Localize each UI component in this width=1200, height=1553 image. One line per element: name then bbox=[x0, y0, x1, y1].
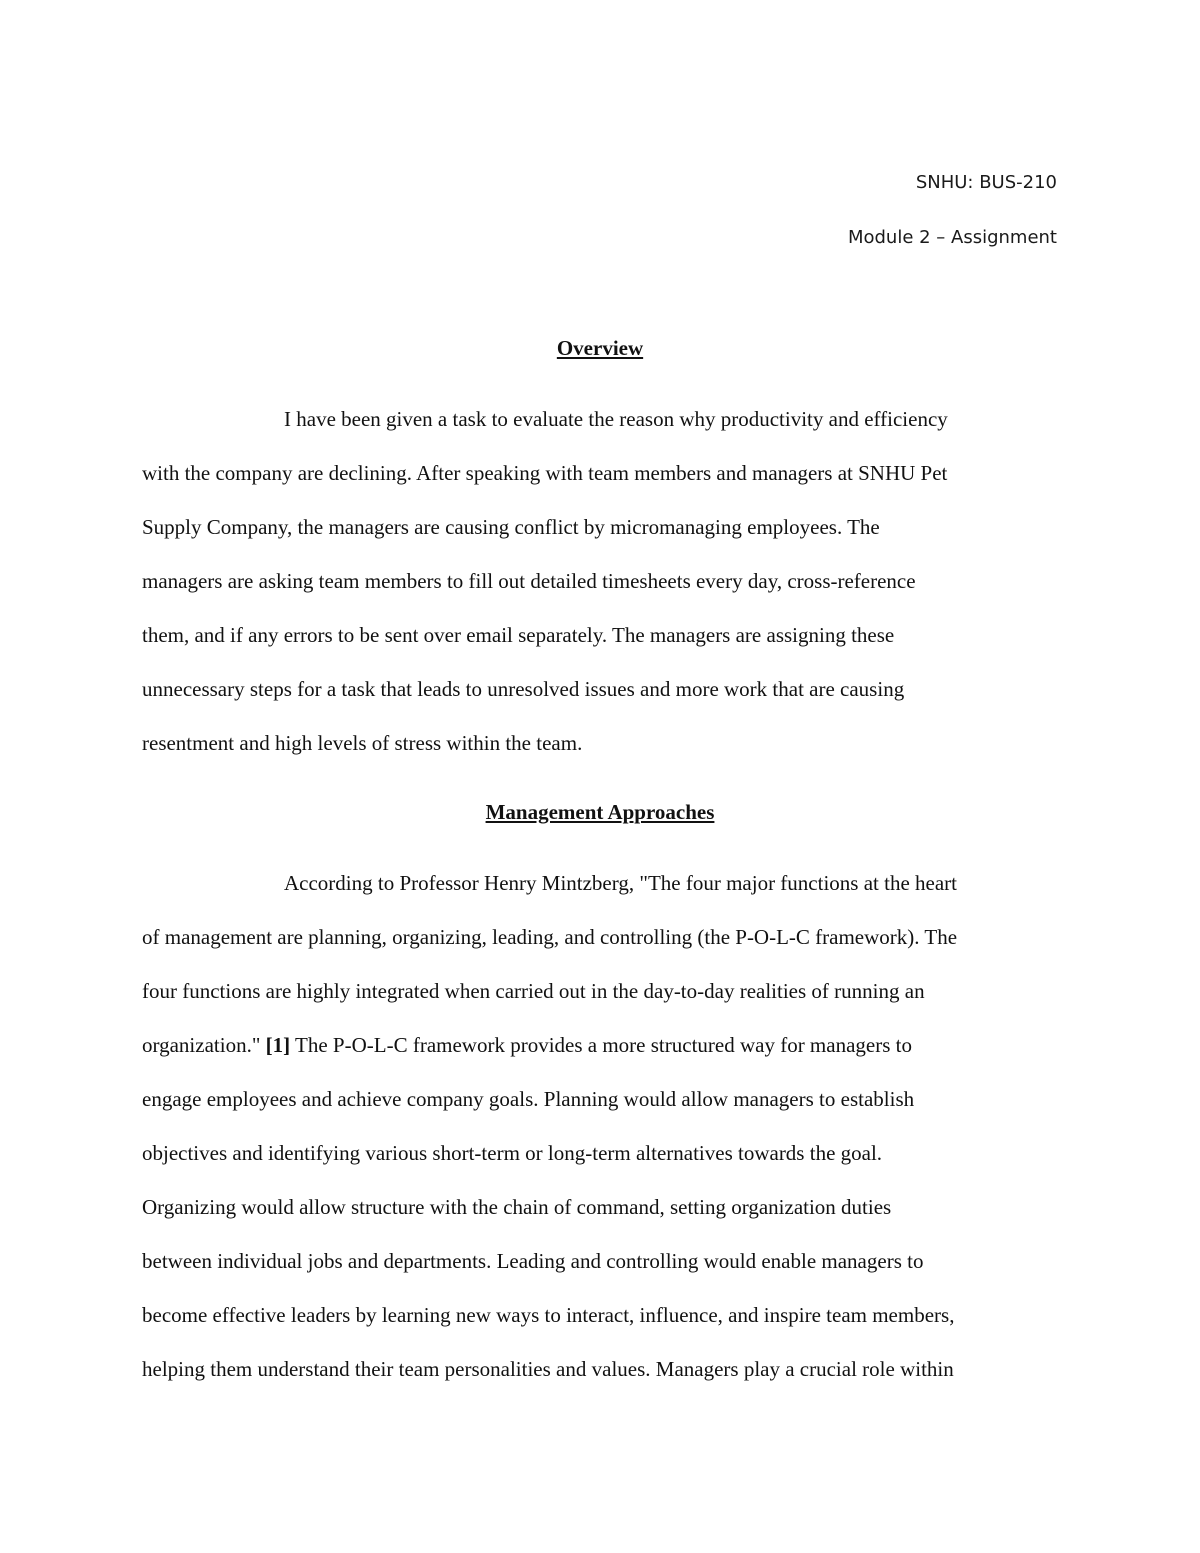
management-line-with-citation bbox=[142, 1033, 912, 1058]
overview-line: unnecessary steps for a task that leads to unresolved issues and more work that are causing bbox=[142, 677, 905, 701]
management-text: organization." bbox=[142, 1033, 266, 1057]
course-code: SNHU: BUS-210 bbox=[915, 172, 1057, 193]
management-line: between individual jobs and departments. Leading and controlling would enable managers to bbox=[142, 1249, 924, 1273]
management-line: Organizing would allow structure with the chain of command, setting organization duties bbox=[142, 1195, 892, 1219]
management-line: objectives and identifying various short-term or long-term alternatives towards the goal. bbox=[142, 1141, 883, 1165]
module-title: Module 2 – Assignment bbox=[847, 227, 1057, 248]
management-line: become effective leaders by learning new ways to interact, influence, and inspire team members, bbox=[142, 1303, 955, 1327]
management-line: helping them understand their team personalities and values. Managers play a crucial role within bbox=[142, 1357, 954, 1381]
management-line: of management are planning, organizing, leading, and controlling (the P-O-L-C framework). The bbox=[142, 925, 958, 949]
overview-line: managers are asking team members to fill out detailed timesheets every day, cross-reference bbox=[142, 569, 916, 593]
overview-line: with the company are declining. After speaking with team members and managers at SNHU Pet bbox=[142, 461, 948, 485]
overview-line: Supply Company, the managers are causing conflict by micromanaging employees. The bbox=[142, 515, 880, 539]
management-line: four functions are highly integrated when carried out in the day-to-day realities of running an bbox=[142, 979, 925, 1003]
management-line: According to Professor Henry Mintzberg, "The four major functions at the heart bbox=[284, 871, 957, 895]
overview-line: resentment and high levels of stress within the team. bbox=[142, 731, 583, 755]
overview-line: I have been given a task to evaluate the reason why productivity and efficiency bbox=[284, 407, 948, 431]
management-heading: Management Approaches bbox=[485, 800, 715, 824]
management-text: The P-O-L-C framework provides a more structured way for managers to bbox=[290, 1033, 912, 1057]
citation-ref: [1] bbox=[265, 1033, 291, 1057]
management-line: engage employees and achieve company goals. Planning would allow managers to establish bbox=[142, 1087, 915, 1111]
overview-line: them, and if any errors to be sent over email separately. The managers are assigning these bbox=[142, 623, 895, 647]
overview-heading: Overview bbox=[556, 336, 644, 360]
